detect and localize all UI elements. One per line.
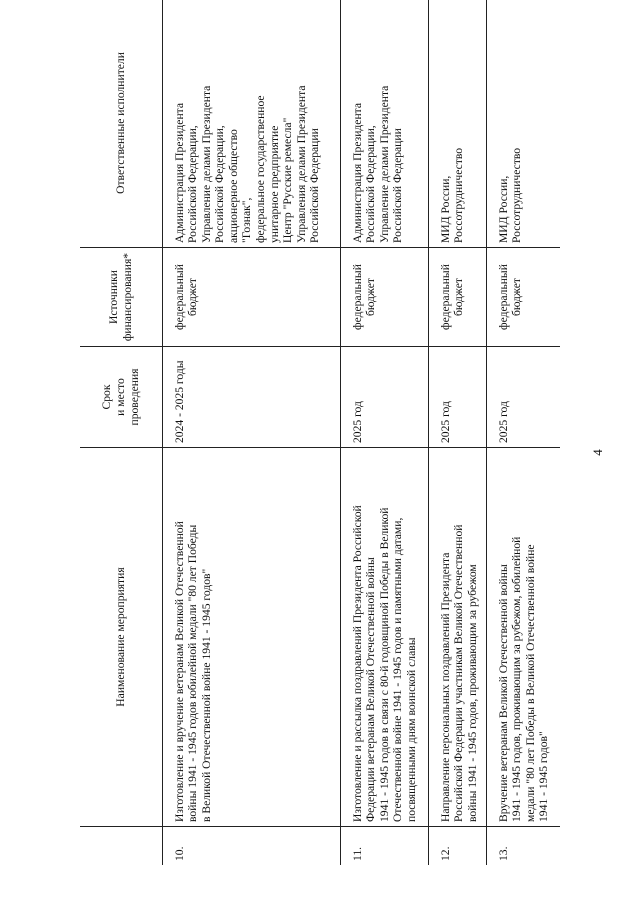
row-term: 2025 год: [340, 347, 428, 448]
row-funding-source: федеральный бюджет: [340, 248, 428, 347]
row-responsible: Администрация Президента Российской Федерации, Управление делами Президента Российской Федерации, акционерное общество "Гознак", федеральное государственное унитарное предприятие Центр "Русские ремесла" Управления делами Президента Российской Федерации: [162, 0, 340, 248]
row-number: 11.: [340, 827, 428, 866]
row-responsible: МИД России, Россотрудничество: [496, 147, 524, 243]
row-event-name: Изготовление и рассылка поздравлений Президента Российской Федерации ветеранам Великой Отечественной войны 1941 - 1945 годов в связи с 80-й годовщиной Победы в Великой Отечественной войне 1941 - 1945 годов и памятными датами, посвященными дням воинской славы: [340, 448, 428, 827]
row-responsible: Администрация Президента Российской Федерации, Управление делами Президента Российской Федерации: [340, 0, 428, 248]
header-responsible: Ответственные исполнители: [80, 0, 162, 248]
header-event-name: Наименование мероприятия: [80, 448, 162, 827]
row-number: 10.: [162, 827, 340, 866]
row-number: 13.: [486, 827, 560, 866]
table-row: [340, 0, 428, 865]
table-header-row: [80, 0, 162, 865]
header-number: [80, 827, 162, 866]
row-term: 2025 год: [428, 347, 486, 448]
row-funding-source: федеральный бюджет: [162, 248, 340, 347]
table-row: [162, 0, 340, 865]
header-term-place: Срок и место проведения: [80, 347, 162, 448]
header-funding-source: Источники финансирования*: [80, 248, 162, 347]
page-number: 4: [590, 449, 605, 456]
table-row: [486, 0, 560, 865]
row-funding-source: федеральный бюджет: [486, 248, 560, 347]
row-number: 12.: [428, 827, 486, 866]
row-responsible: МИД России, Россотрудничество: [428, 0, 486, 248]
events-table: [80, 0, 560, 865]
row-event-name: Изготовление и вручение ветеранам Великой Отечественной войны 1941 - 1945 годов юбилейной медали "80 лет Победы в Великой Отечественной войне 1941 - 1945 годов": [162, 448, 340, 827]
row-event-name: Вручение ветеранам Великой Отечественной войны 1941 - 1945 годов, проживающим за рубежом, юбилейной медали "80 лет Победы в Великой Отечественной войне 1941 - 1945 годов": [486, 448, 560, 827]
table-row: [428, 0, 486, 865]
row-event-name: Направление персональных поздравлений Президента Российской Федерации участникам Великой Отечественной войны 1941 - 1945 годов, проживающим за рубежом: [428, 448, 486, 827]
row-term: 2025 год: [486, 347, 560, 448]
row-funding-source: федеральный бюджет: [428, 248, 486, 347]
row-term: 2024 - 2025 годы: [162, 347, 340, 448]
